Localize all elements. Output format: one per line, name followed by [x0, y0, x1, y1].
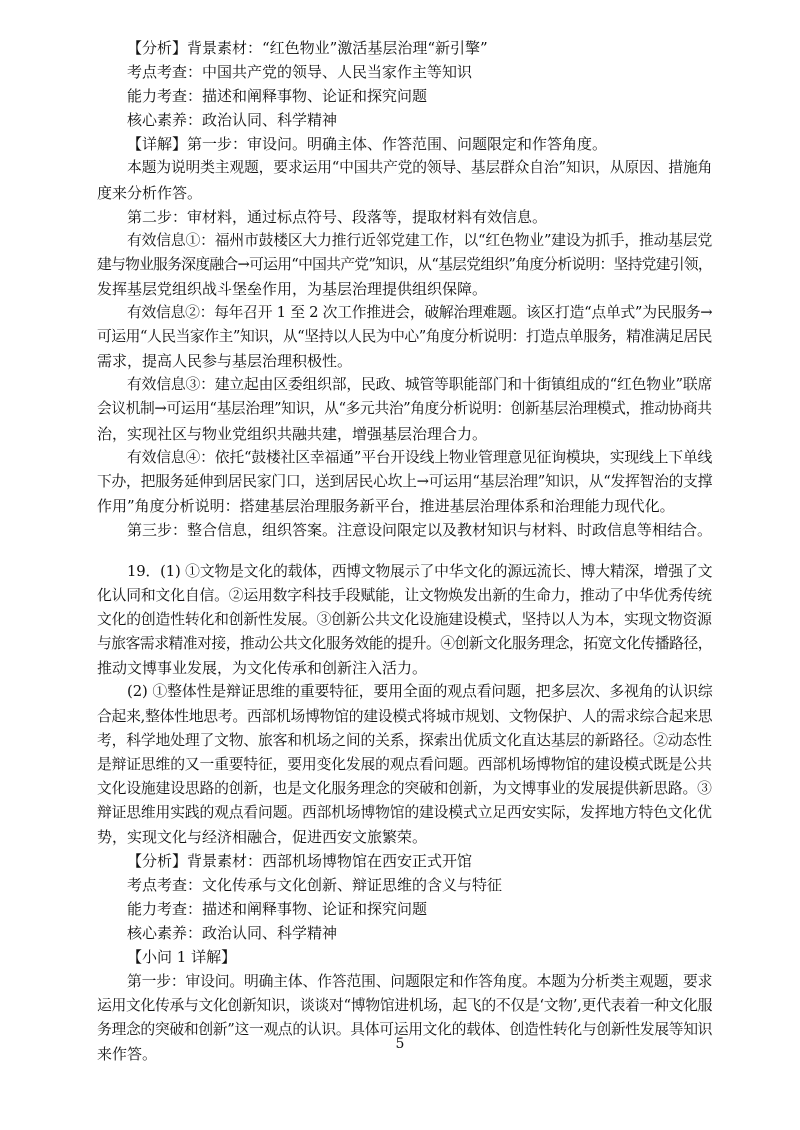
info2-line: 有效信息②：每年召开 1 至 2 次工作推进会，破解治理难题。该区打造“点单式”为民服务→ [127, 304, 713, 322]
subquestion-1-line: 第一步：审设问。明确主体、作答范围、问题限定和作答角度。本题为分析类主观题，要求 [127, 972, 713, 990]
q19-part2-line: 辩证思维用实践的观点看问题。西部机场博物馆的建设模式立足西安实际，发挥地方特色文化优 [97, 803, 712, 821]
step3-line: 第三步：整合信息，组织答案。注意设问限定以及教材知识与材料、时政信息等相结合。 [127, 520, 713, 539]
q19-part2-line: 是辩证思维的又一重要特征，要用变化发展的观点看问题。西部机场博物馆的建设模式既是公共 [97, 755, 712, 773]
detail-step1: 【详解】第一步：审设问。明确主体、作答范围、问题限定和作答角度。 [127, 135, 608, 154]
exam-points: 考点考查：中国共产党的领导、人民当家作主等知识 [127, 63, 473, 82]
paragraph-line: 度来分析作答。 [97, 183, 203, 202]
info1-line: 发挥基层党组织战斗堡垒作用，为基层治理提供组织保障。 [97, 279, 488, 298]
paragraph-line: 本题为说明类主观题，要求运用“中国共产党的领导、基层群众自治”知识，从原因、措施角 [127, 159, 713, 177]
analysis-heading: 【分析】背景素材：“红色物业”激活基层治理“新引擎” [127, 39, 488, 57]
info2-line: 可运用“人民当家作主”知识，从“坚持以人民为中心”角度分析说明：打造点单服务，精准满足居民 [97, 328, 712, 346]
info1-line: 建与物业服务深度融合→可运用“中国共产党”知识，从“基层党组织”角度分析说明：坚持党建引领， [97, 255, 712, 273]
info4-line: 有效信息④：依托“鼓楼社区幸福通”平台开设线上物业管理意见征询模块，实现线上下单线 [127, 448, 713, 466]
ability-points: 能力考查：描述和阐释事物、论证和探究问题 [127, 87, 428, 106]
q19-ability-points: 能力考查：描述和阐释事物、论证和探究问题 [127, 900, 428, 919]
q19-exam-points: 考点考查：文化传承与文化创新、辩证思维的含义与特征 [127, 876, 503, 895]
subquestion-1-heading: 【小问 1 详解】 [127, 948, 237, 967]
q19-answer-line: 19．(1) ①文物是文化的载体，西博文物展示了中华文化的源远流长、博大精深，增强了文 [127, 562, 713, 580]
q19-answer-line: 化认同和文化自信。②运用数字科技手段赋能，让文物焕发出新的生命力，推动了中华优秀传统 [97, 587, 712, 605]
q19-part2-line: 考，科学地处理了文物、旅客和机场之间的关系，探索出优质文化直达基层的新路径。②动态性 [97, 731, 712, 749]
q19-part2-line: (2) ①整体性是辩证思维的重要特征，要用全面的观点看问题，把多层次、多视角的认识综 [127, 683, 713, 701]
subquestion-1-line: 来作答。 [97, 1044, 158, 1063]
q19-core-literacy: 核心素养：政治认同、科学精神 [127, 924, 338, 943]
info3-line: 治，实现社区与物业党组织共融共建，增强基层治理合力。 [97, 424, 488, 443]
info3-line: 会议机制→可运用“基层治理”知识，从“多元共治”角度分析说明：创新基层治理模式，推动协商共 [97, 400, 712, 418]
info1-line: 有效信息①：福州市鼓楼区大力推行近邻党建工作，以“红色物业”建设为抓手，推动基层党 [127, 231, 713, 249]
info3-line: 有效信息③：建立起由区委组织部，民政、城管等职能部门和十街镇组成的“红色物业”联席 [127, 376, 713, 394]
subquestion-1-line: 务理念的突破和创新”这一观点的认识。具体可运用文化的载体、创造性转化与创新性发展等知识 [97, 1020, 713, 1038]
info2-line: 需求，提高人民参与基层治理积极性。 [97, 352, 353, 371]
q19-answer-line: 与旅客需求精准对接，推动公共文化服务效能的提升。④创新文化服务理念，拓宽文化传播路径， [97, 635, 713, 653]
q19-analysis-heading: 【分析】背景素材：西部机场博物馆在西安正式开馆 [127, 852, 473, 871]
document-body [97, 36, 719, 1066]
core-literacy: 核心素养：政治认同、科学精神 [127, 111, 338, 130]
info4-line: 下办，把服务延伸到居民家门口，送到居民心坎上→可运用“基层治理”知识，从“发挥智治的支撑 [97, 472, 713, 490]
info4-line: 作用”角度分析说明：搭建基层治理服务新平台，推进基层治理体系和治理能力现代化。 [97, 496, 675, 515]
step2-line: 第二步：审材料，通过标点符号、段落等，提取材料有效信息。 [127, 207, 548, 226]
subquestion-1-line: 运用文化传承与文化创新知识，谈谈对“博物馆进机场，起飞的不仅是‘文物’,更代表着一种文化服 [97, 996, 713, 1014]
q19-part2-line: 文化设施建设思路的创新，也是文化服务理念的突破和创新，为文博事业的发展提供新思路。③ [97, 779, 712, 797]
q19-part2-line: 势，实现文化与经济相融合，促进西安文旅繁荣。 [97, 828, 428, 846]
q19-answer-line: 推动文博事业发展，为文化传承和创新注入活力。 [97, 659, 428, 678]
q19-answer-line: 文化的创造性转化和创新性发展。③创新公共文化设施建设模式，坚持以人为本，实现文物资源 [97, 611, 712, 629]
section-gap [97, 542, 719, 560]
page-number: 5 [395, 1036, 405, 1052]
q19-part2-line: 合起来,整体性地思考。西部机场博物馆的建设模式将城市规划、文物保护、人的需求综合起来思 [97, 707, 713, 725]
